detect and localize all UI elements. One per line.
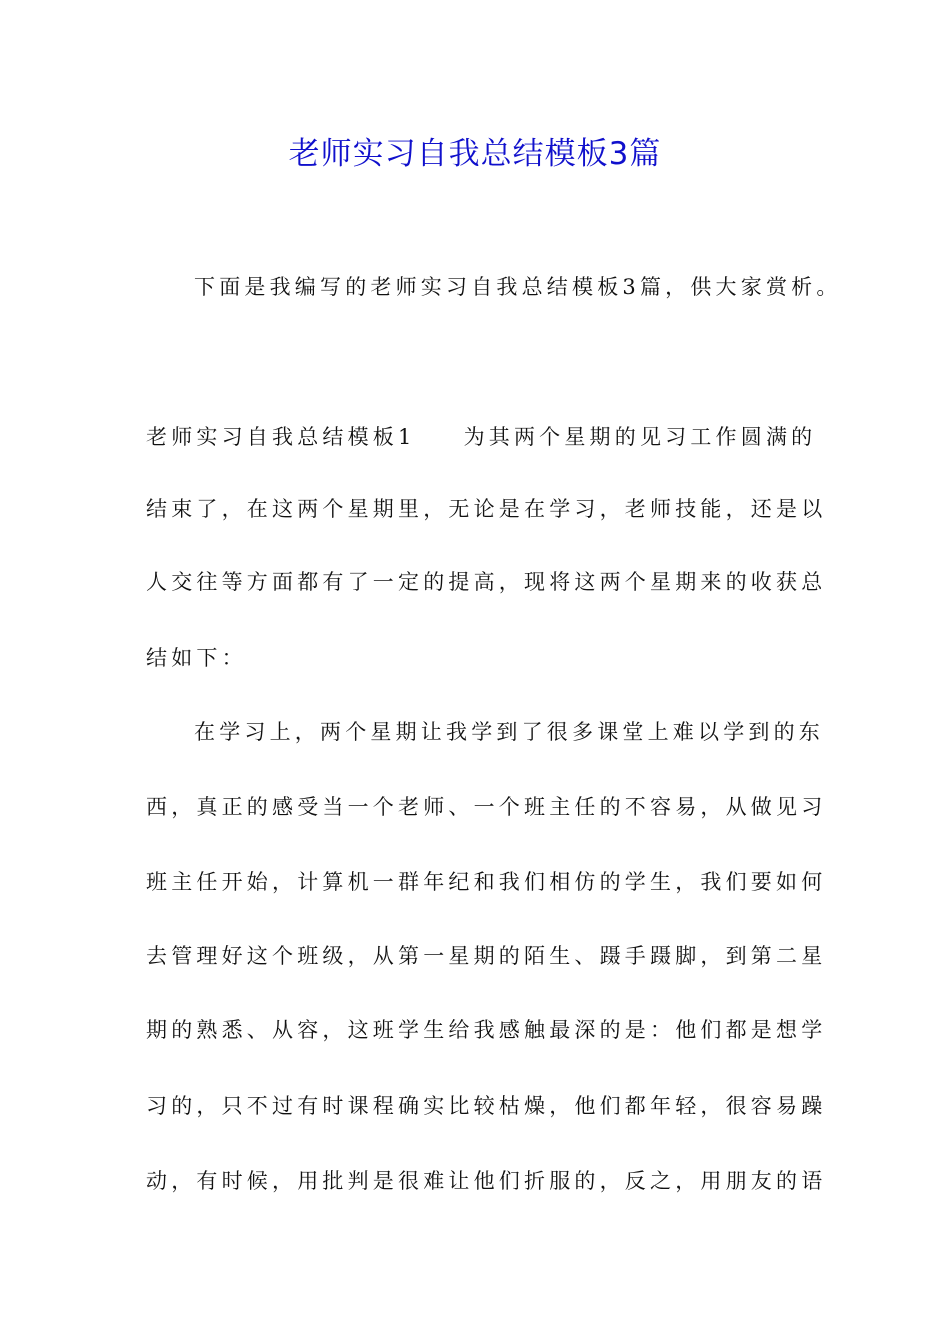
section2-line-5: 期的熟悉、从容，这班学生给我感触最深的是：他们都是想学 (146, 1018, 827, 1042)
section2-line-3: 班主任开始，计算机一群年纪和我们相仿的学生，我们要如何 (146, 870, 827, 894)
document-title: 老师实习自我总结模板3篇 (288, 136, 662, 172)
section1-line-3: 人交往等方面都有了一定的提高，现将这两个星期来的收获总 (146, 570, 827, 594)
section1-first-line (146, 422, 817, 452)
section2-line-2: 西，真正的感受当一个老师、一个班主任的不容易，从做见习 (146, 795, 827, 819)
section1-line-2: 结束了，在这两个星期里，无论是在学习，老师技能，还是以 (146, 497, 827, 521)
section2-line-6: 习的，只不过有时课程确实比较枯燥，他们都年轻，很容易躁 (146, 1094, 827, 1118)
section1-heading: 老师实习自我总结模板1 (146, 425, 416, 449)
section2-line-1: 在学习上，两个星期让我学到了很多课堂上难以学到的东 (194, 720, 824, 744)
section2-line-7: 动，有时候，用批判是很难让他们折服的，反之，用朋友的语 (146, 1169, 827, 1193)
section1-line-1: 为其两个星期的见习工作圆满的 (463, 425, 817, 449)
section1-line-4: 结如下： (146, 646, 247, 670)
section2-line-4: 去管理好这个班级，从第一星期的陌生、蹑手蹑脚，到第二星 (146, 944, 827, 968)
intro-paragraph: 下面是我编写的老师实习自我总结模板3篇，供大家赏析。 (194, 275, 842, 299)
